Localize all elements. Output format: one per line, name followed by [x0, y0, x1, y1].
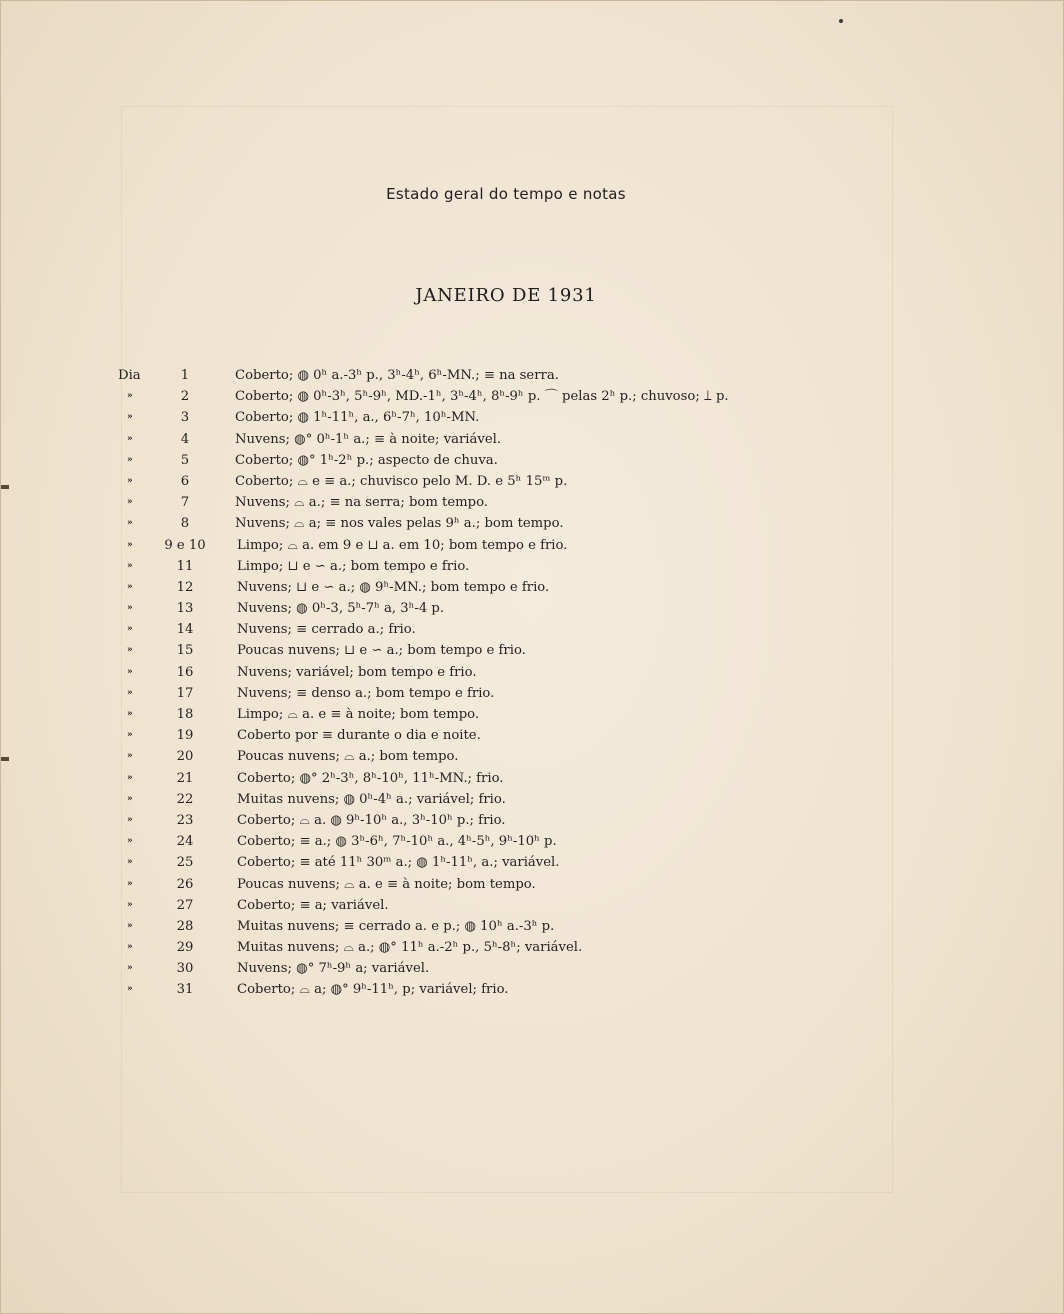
weather-note: Poucas nuvens; ⌓ a.; bom tempo. [237, 749, 459, 765]
weather-note: Coberto; ◍ 1ʰ-11ʰ, a., 6ʰ-7ʰ, 10ʰ-MN. [235, 410, 480, 426]
day-entry [1, 810, 1064, 831]
day-entry [1, 789, 1064, 810]
weather-note: Nuvens; ◍° 0ʰ-1ʰ a.; ≡ à noite; variável. [235, 431, 502, 447]
weather-note: Coberto; ◍ 0ʰ a.-3ʰ p., 3ʰ-4ʰ, 6ʰ-MN.; ≡ na serra. [235, 368, 559, 383]
weather-note: Nuvens; variável; bom tempo e frio. [237, 664, 477, 680]
weather-note: Coberto; ◍ 0ʰ-3ʰ, 5ʰ-9ʰ, MD.-1ʰ, 3ʰ-4ʰ, 8ʰ-9ʰ p. ⌒ pelas 2ʰ p.; chuvoso; ⟘ p. [235, 389, 729, 405]
weather-note: Nuvens; ◍ 0ʰ-3, 5ʰ-7ʰ a, 3ʰ-4 p. [237, 601, 445, 617]
weather-note: Limpo; ⊔ e ∽ a.; bom tempo e frio. [237, 558, 470, 574]
ditto-mark: » [127, 497, 133, 508]
weather-note: Poucas nuvens; ⌓ a. e ≡ à noite; bom tempo. [237, 876, 536, 892]
day-entry [1, 619, 1064, 640]
weather-note: Coberto; ≡ a.; ◍ 3ʰ-6ʰ, 7ʰ-10ʰ a., 4ʰ-5ʰ, 9ʰ-10ʰ p. [237, 834, 557, 850]
ditto-mark: » [127, 920, 133, 931]
weather-note: Coberto; ≡ até 11ʰ 30ᵐ a.; ◍ 1ʰ-11ʰ, a.; variável. [237, 855, 560, 871]
ditto-mark: » [127, 560, 133, 571]
ditto-mark: » [127, 751, 133, 762]
day-entry [1, 386, 1064, 407]
weather-note: Muitas nuvens; ⌓ a.; ◍° 11ʰ a.-2ʰ p., 5ʰ-8ʰ; variável. [237, 940, 583, 956]
weather-note: Coberto por ≡ durante o dia e noite. [237, 728, 481, 744]
day-number: 15 [176, 643, 194, 659]
weather-note: Muitas nuvens; ◍ 0ʰ-4ʰ a.; variável; frio. [237, 791, 506, 807]
ditto-mark: » [127, 645, 133, 656]
day-entry [1, 704, 1064, 725]
weather-note: Nuvens; ◍° 7ʰ-9ʰ a; variável. [237, 961, 430, 977]
day-number: 24 [176, 834, 194, 850]
ink-speck [839, 19, 843, 23]
ditto-mark: » [127, 412, 133, 423]
day-number: 9 e 10 [164, 537, 206, 553]
ditto-mark: » [127, 475, 133, 486]
day-number: 25 [176, 855, 194, 871]
day-number: 30 [176, 961, 194, 977]
weather-note: Muitas nuvens; ≡ cerrado a. e p.; ◍ 10ʰ a.-3ʰ p. [237, 918, 555, 934]
day-entry [1, 895, 1064, 916]
weather-note: Limpo; ⌓ a. em 9 e ⊔ a. em 10; bom tempo e frio. [237, 537, 568, 553]
day-number: 19 [176, 728, 194, 744]
day-entry [1, 725, 1064, 746]
day-number: 3 [180, 410, 190, 426]
day-number: 13 [176, 601, 194, 617]
ditto-mark: » [127, 878, 133, 889]
day-number: 29 [176, 940, 194, 956]
day-entry [1, 937, 1064, 958]
day-number: 8 [180, 516, 190, 532]
day-number: 17 [176, 685, 194, 701]
day-entry [1, 746, 1064, 767]
page-heading: Estado geral do tempo e notas [386, 185, 626, 203]
ditto-mark: » [127, 814, 133, 825]
day-number: 31 [176, 982, 194, 998]
weather-note: Nuvens; ≡ denso a.; bom tempo e frio. [237, 685, 495, 701]
day-number: 28 [176, 918, 194, 934]
day-entry [1, 958, 1064, 979]
day-number: 26 [176, 876, 194, 892]
weather-note: Poucas nuvens; ⊔ e ∽ a.; bom tempo e frio. [237, 643, 526, 659]
ditto-mark: » [127, 581, 133, 592]
ditto-mark: » [127, 772, 133, 783]
day-number: 21 [176, 770, 194, 786]
ditto-mark: » [127, 624, 133, 635]
day-entry [1, 513, 1064, 534]
day-number: 23 [176, 812, 194, 828]
day-entry [1, 683, 1064, 704]
day-entry [1, 979, 1064, 1000]
day-entry [1, 450, 1064, 471]
day-entry [1, 471, 1064, 492]
weather-note: Nuvens; ⌓ a.; ≡ na serra; bom tempo. [235, 495, 488, 511]
weather-note: Coberto; ◍° 1ʰ-2ʰ p.; aspecto de chuva. [235, 452, 498, 468]
day-entry [1, 556, 1064, 577]
ditto-mark: » [127, 518, 133, 529]
ditto-mark: » [127, 603, 133, 614]
weather-notes-list [1, 365, 1064, 1001]
day-entry [1, 874, 1064, 895]
day-number: 1 [180, 368, 190, 383]
day-number: 6 [180, 473, 190, 489]
weather-note: Coberto; ◍° 2ʰ-3ʰ, 8ʰ-10ʰ, 11ʰ-MN.; frio. [237, 770, 504, 786]
day-number: 18 [176, 707, 194, 722]
day-number: 22 [176, 791, 194, 807]
day-number: 2 [180, 389, 190, 405]
day-entry [1, 577, 1064, 598]
day-entry [1, 831, 1064, 852]
ditto-mark: » [127, 857, 133, 868]
weather-note: Coberto; ≡ a; variável. [237, 897, 389, 913]
day-number: 5 [180, 452, 190, 468]
ditto-mark: » [127, 963, 133, 974]
day-entry [1, 640, 1064, 661]
weather-note: Coberto; ⌓ e ≡ a.; chuvisco pelo M. D. e 5ʰ 15ᵐ p. [235, 473, 568, 489]
ditto-mark: » [127, 942, 133, 953]
ditto-mark: » [127, 433, 133, 444]
weather-note: Coberto; ⌓ a; ◍° 9ʰ-11ʰ, p; variável; frio. [237, 982, 509, 998]
ditto-mark: » [127, 793, 133, 804]
ditto-mark: » [127, 899, 133, 910]
day-entry [1, 768, 1064, 789]
day-number: 14 [176, 622, 194, 638]
day-number: 7 [180, 495, 190, 511]
weather-note: Nuvens; ⊔ e ∽ a.; ◍ 9ʰ-MN.; bom tempo e frio. [237, 579, 550, 595]
weather-note: Nuvens; ⌓ a; ≡ nos vales pelas 9ʰ a.; bom tempo. [235, 516, 564, 532]
weather-note: Coberto; ⌓ a. ◍ 9ʰ-10ʰ a., 3ʰ-10ʰ p.; frio. [237, 812, 506, 828]
ditto-mark: » [127, 666, 133, 677]
day-number: 27 [176, 897, 194, 913]
day-column-label: Dia [118, 368, 141, 383]
day-entry [1, 535, 1064, 556]
day-entry [1, 407, 1064, 428]
ditto-mark: » [127, 730, 133, 741]
ditto-mark: » [127, 539, 133, 550]
day-entry [1, 598, 1064, 619]
ditto-mark: » [127, 836, 133, 847]
weather-note: Limpo; ⌓ a. e ≡ à noite; bom tempo. [237, 707, 480, 722]
ditto-mark: » [127, 391, 133, 402]
ditto-mark: » [127, 687, 133, 698]
day-entry [1, 429, 1064, 450]
day-number: 4 [180, 431, 190, 447]
day-entry [1, 365, 1064, 386]
day-entry [1, 852, 1064, 873]
ditto-mark: » [127, 984, 133, 995]
day-number: 12 [176, 579, 194, 595]
day-number: 11 [176, 558, 194, 574]
ditto-mark: » [127, 454, 133, 465]
weather-note: Nuvens; ≡ cerrado a.; frio. [237, 622, 416, 638]
day-entry [1, 916, 1064, 937]
day-number: 20 [176, 749, 194, 765]
day-number: 16 [176, 664, 194, 680]
month-title: JANEIRO DE 1931 [415, 285, 597, 306]
day-entry [1, 662, 1064, 683]
day-entry [1, 492, 1064, 513]
ditto-mark: » [127, 709, 133, 719]
